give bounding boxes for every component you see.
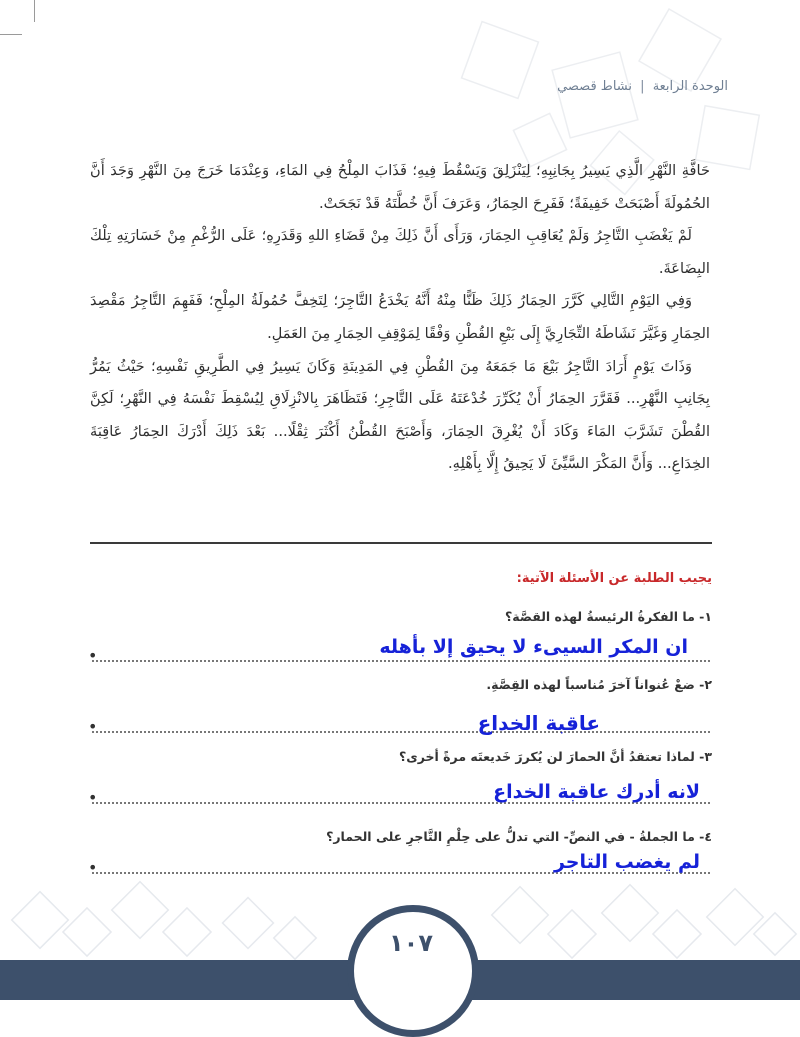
handwritten-answer-3: لانه أدرك عاقبة الخداع (493, 781, 700, 803)
unit-title: الوحدة الرابعة (652, 79, 728, 94)
line-end-dot: • (88, 646, 98, 665)
question-4: ٤- ما الجملةُ - في النصِّ- التي تدلُّ على حِلْمِ التَّاجرِ على الحمار؟ (326, 829, 712, 844)
line-end-dot: • (88, 717, 98, 736)
questions-heading: يجيب الطلبة عن الأسئلة الآتية: (516, 571, 712, 586)
line-end-dot: • (88, 858, 98, 877)
story-text (90, 155, 710, 481)
handwritten-answer-2: عاقبة الخداع (477, 711, 600, 735)
page-header (60, 79, 728, 101)
question-2: ٢- ضعْ عُنواناً آخرَ مُناسباً لهذه القِصَّةِ. (486, 677, 712, 692)
page-number-badge (347, 905, 479, 1037)
story-paragraph: وَذَاتَ يَوْمٍ أَرَادَ التَّاجِرُ بَيْعَ مَا جَمَعَهُ مِنَ القُطْنِ فِي المَدِينَةِ وَكَانَ يَسِيرُ فِي الطَّرِيقِ نَفْسِهِ؛ حَيْثُ يَمُرُّ بِجَانِبِ النَّهْرِ... فَقَرَّرَ الحِمَارُ أَنْ يُكَرِّرَ خُدْعَتَهُ عَلَى التَّاجِرِ؛ فَتَظَاهَرَ بِالانْزِلَاقِ لِيُسْقِطَ نَفْسَهُ فِي النَّهْرِ؛ لَكِنَّ القُطْنَ تَشَرَّبَ المَاءَ وَكَادَ أَنْ يُغْرِقَ الحِمَارَ، وَأَصْبَحَ القُطْنُ أَكْثَرَ ثِقْلًا... بَعْدَ ذَلِكَ أَدْرَكَ الحِمَارُ عَاقِبَةَ الخِدَاعِ... وَأَنَّ المَكْرَ السَّيِّئَ لَا يَحِيقُ إِلَّا بِأَهْلِهِ. (90, 357, 710, 473)
section-divider (90, 542, 712, 544)
page-number: ١٠٧ (389, 929, 433, 957)
question-1: ١- ما الفكرةُ الرئيسةُ لهذه القصَّة؟ (505, 609, 712, 624)
header-separator: | (640, 79, 645, 94)
question-3: ٣- لماذا تعتقدُ أنَّ الحمارَ لن يُكررَ خَديعتَه مرةً أخرى؟ (399, 749, 712, 764)
story-paragraph: وَفِي اليَوْمِ التَّالِي كَرَّرَ الحِمَارُ ذَلِكَ ظَنًّا مِنْهُ أَنَّهُ يَخْدَعُ التَّاجِرَ؛ لِتَخِفَّ حُمُولَةُ المِلْحِ؛ فَفَهِمَ التَّاجِرُ مَقْصِدَ الحِمَارِ وَغَيَّرَ نَشَاطَهُ التِّجَارِيَّ إِلَى بَيْعِ القُطْنِ وَفْقًا لِمَوْقِفِ الحِمَارِ مِنَ العَمَلِ. (90, 292, 710, 342)
handwritten-answer-1: ان المكر السيىء لا يحيق إلا بأهله (379, 636, 688, 658)
section-title: نشاط قصصي (557, 79, 633, 94)
story-paragraph: لَمْ يَغْضَبِ التَّاجِرُ وَلَمْ يُعَاقِبِ الحِمَارَ، وَرَأَى أَنَّ ذَلِكَ مِنْ قَضَاءِ اللهِ وَقَدَرِهِ؛ عَلَى الرُّغْمِ مِنْ خَسَارَتِهِ تِلْكَ البِضَاعَةَ. (90, 227, 710, 277)
story-paragraph: حَافَّةِ النَّهْرِ الَّذِي يَسِيرُ بِجَانِبِهِ؛ لِيَنْزَلِقَ وَيَسْقُطَ فِيهِ؛ فَذَابَ المِلْحُ فِي المَاءِ، وَعِنْدَمَا خَرَجَ مِنَ النَّهْرِ وَجَدَ أَنَّ الحُمُولَةَ أَصْبَحَتْ خَفِيفَةً؛ فَفَرِحَ الحِمَارُ، وَعَرَفَ أَنَّ خُطَّتَهُ قَدْ نَجَحَتْ. (90, 162, 710, 212)
answer-line-2[interactable] (88, 711, 710, 736)
handwritten-answer-4: لم يغضب التاجر (553, 851, 700, 873)
line-end-dot: • (88, 788, 98, 807)
